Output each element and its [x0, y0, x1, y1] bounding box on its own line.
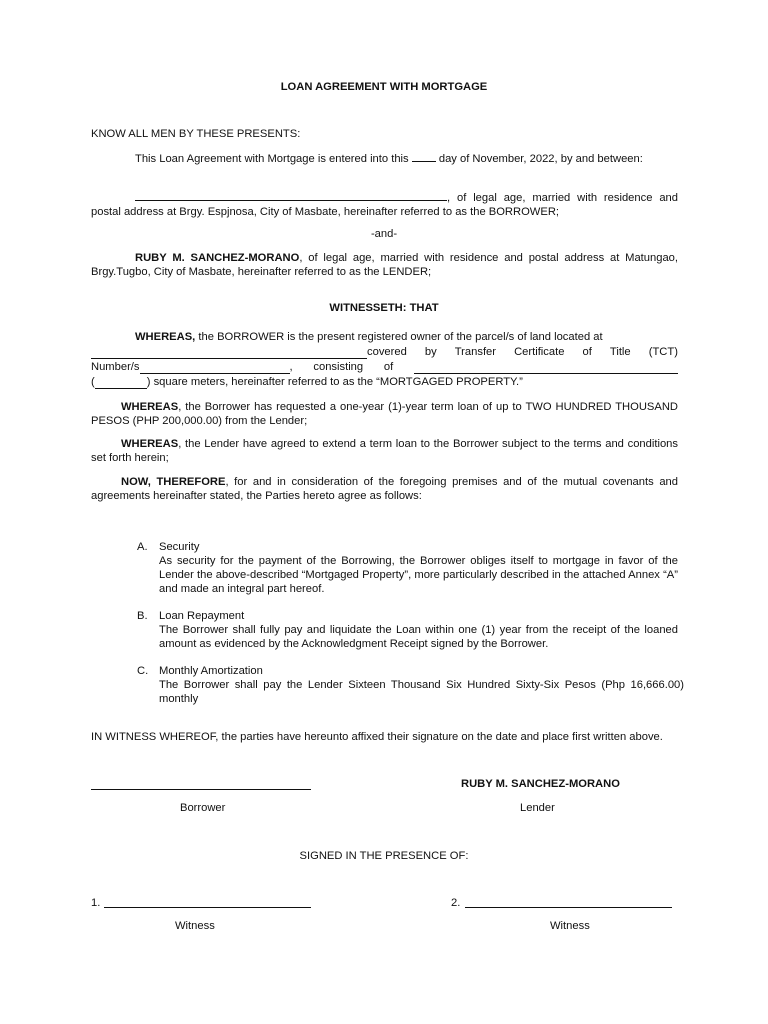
tct-word: (TCT): [648, 346, 678, 358]
item-letter: A.: [137, 541, 148, 553]
intro-text-b: day of November, 2022, by and between:: [438, 153, 643, 165]
witness-1-signature-line: [104, 906, 311, 908]
witness-2-number: 2.: [451, 897, 461, 909]
witnesseth-heading: WITNESSETH: THAT: [329, 302, 439, 314]
whereas-2-keyword: WHEREAS: [121, 401, 179, 413]
item-letter: C.: [137, 665, 149, 677]
in-witness-paragraph: IN WITNESS WHEREOF, the parties have hereunto affixed their signature on the date and place first written above.: [91, 731, 663, 743]
borrower-label: Borrower: [180, 802, 226, 814]
certificate-word: Certificate: [514, 346, 565, 358]
transfer-word: Transfer: [454, 346, 497, 358]
area-words-blank: [414, 362, 678, 374]
consisting-word: consisting: [313, 361, 364, 373]
lender-name: RUBY M. SANCHEZ-MORANO: [135, 252, 300, 264]
witness-1-label: Witness: [175, 920, 215, 932]
item-body: As security for the payment of the Borrowing, the Borrower obliges itself to mortgage in favor of the Lender the above-described “Mortgaged Property”, more particularly described in the attached Annex “A” and made an integral part hereof.: [159, 555, 678, 595]
title-word: Title: [609, 346, 631, 358]
location-blank: [91, 347, 367, 359]
comma: ,: [289, 361, 293, 373]
day-blank: [412, 150, 436, 162]
lender-label: Lender: [520, 802, 555, 814]
by-word: by: [424, 346, 437, 358]
whereas-3-keyword: WHEREAS: [121, 438, 179, 450]
whereas-2-text: , the Borrower has requested a one-year (1)-year term loan of up to TWO HUNDRED THOUSAND PESOS (PHP 200,000.00) from the Lender;: [91, 401, 678, 427]
whereas-3-text: , the Lender have agreed to extend a term loan to the Borrower subject to the terms and conditions set forth herein;: [91, 438, 678, 464]
witness-2-label: Witness: [550, 920, 590, 932]
item-body: The Borrower shall fully pay and liquidate the Loan within one (1) year from the receipt of the loaned amount as evidenced by the Acknowledgment Receipt signed by the Borrower.: [159, 624, 678, 650]
now-therefore-paragraph: [91, 475, 678, 503]
whereas-1-text: the BORROWER is the present registered owner of the parcel/s of land located at: [198, 331, 603, 343]
document-title: LOAN AGREEMENT WITH MORTGAGE: [280, 81, 488, 93]
covered-word: covered: [367, 346, 407, 358]
intro-paragraph: [91, 150, 678, 166]
item-title: Security: [159, 541, 200, 553]
lender-signature-name: RUBY M. SANCHEZ-MORANO: [461, 778, 620, 790]
whereas-1-line-4-text: ) square meters, hereinafter referred to as the “MORTGAGED PROPERTY.”: [146, 376, 523, 388]
whereas-1-line-4: [91, 375, 523, 389]
whereas-1-keyword: WHEREAS,: [135, 331, 196, 343]
item-title: Monthly Amortization: [159, 665, 263, 677]
borrower-name-blank: [135, 189, 447, 201]
item-letter: B.: [137, 610, 148, 622]
whereas-2-paragraph: [91, 400, 678, 428]
item-body: The Borrower shall pay the Lender Sixteen Thousand Six Hundred Sixty-Six Pesos (Php 16,666.00) monthly: [159, 679, 684, 705]
witness-1-number: 1.: [91, 897, 101, 909]
open-paren: (: [91, 376, 95, 388]
tct-number-blank: [140, 362, 290, 374]
lender-text: , of legal age, married with residence and postal address at Matungao, Brgy.Tugbo, City of Masbate, hereinafter referred to as the LENDER;: [91, 252, 678, 278]
of-word: of: [582, 346, 592, 358]
now-therefore-text: , for and in consideration of the foregoing premises and of the mutual covenants and agreements hereinafter stated, the Parties hereto agree as follows:: [91, 476, 678, 502]
item-title: Loan Repayment: [159, 610, 245, 622]
intro-text-a: This Loan Agreement with Mortgage is entered into this: [135, 153, 409, 165]
whereas-1-line-2: [91, 345, 678, 359]
of-word-2: of: [383, 361, 394, 373]
now-therefore-keyword: NOW, THEREFORE: [121, 476, 226, 488]
number-word: Number/s: [91, 361, 140, 373]
whereas-1-line-1: [91, 330, 678, 344]
borrower-paragraph: [91, 189, 678, 219]
lender-paragraph: [91, 251, 678, 279]
whereas-1-line-3: [91, 360, 678, 374]
greeting: KNOW ALL MEN BY THESE PRESENTS:: [91, 128, 301, 140]
borrower-signature-line: [91, 788, 311, 790]
borrower-text: , of legal age, married with residence and postal address at Brgy. Espjnosa, City of Masbate, hereinafter referred to as the BORROWER;: [91, 192, 678, 218]
whereas-3-paragraph: [91, 437, 678, 465]
area-number-blank: [95, 377, 147, 389]
signed-presence-heading: SIGNED IN THE PRESENCE OF:: [299, 850, 469, 862]
witness-2-signature-line: [465, 906, 672, 908]
and-separator: -and-: [370, 228, 398, 240]
